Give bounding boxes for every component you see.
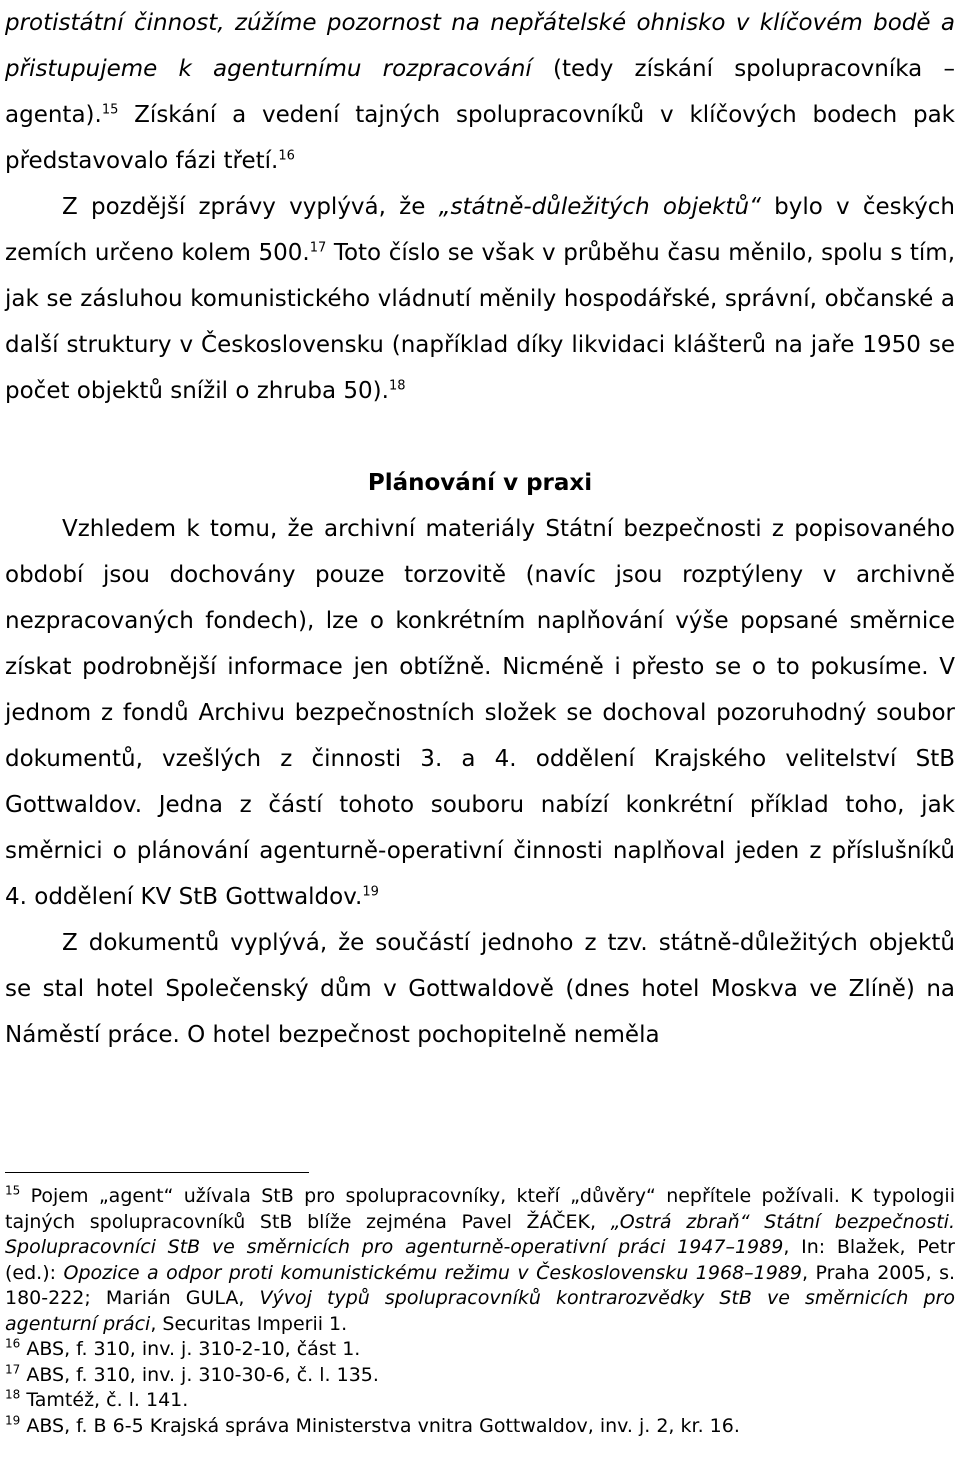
footnote-17	[5, 1363, 955, 1389]
footnote-number: 19	[5, 1413, 21, 1428]
italic-title: „Ostrá zbraň“ Státní bezpečnosti. Spolupracovníci StB ve směrnicích pro agenturně-operativní práci 1947–1989	[5, 1210, 956, 1258]
text-run: , Praha 2005, s. 180-222; Marián GULA,	[5, 1261, 956, 1309]
text-run: , In: Blažek, Petr (ed.):	[5, 1236, 955, 1284]
text-run: bylo v českých zemích určeno kolem 500.	[5, 194, 955, 266]
footnote-15	[5, 1184, 955, 1337]
text-run: Z pozdější zprávy vyplývá, že	[62, 194, 439, 220]
italic-title: Opozice a odpor proti komunistickému režimu v Československu 1968–1989	[63, 1261, 802, 1284]
footnote-ref-16[interactable]: 16	[278, 148, 295, 164]
document-page	[5, 0, 955, 1058]
text-run: ABS, f. B 6-5 Krajská správa Ministerstva vnitra Gottwaldov, inv. j. 2, kr. 16.	[20, 1414, 740, 1437]
footnote-ref-19[interactable]: 19	[362, 884, 379, 900]
italic-phrase: protistátní činnost, zúžíme pozornost na nepřátelské ohnisko v klíčovém bodě a přistupujeme k agenturnímu rozpracování	[5, 10, 955, 82]
text-run: (tedy získání spolupracovníka – agenta).	[5, 56, 955, 128]
footnote-19	[5, 1414, 955, 1440]
paragraph-1	[5, 0, 955, 184]
text-run: , Securitas Imperii 1.	[150, 1312, 348, 1335]
section-heading: Plánování v praxi	[367, 470, 593, 496]
footnote-number: 15	[5, 1183, 21, 1198]
footnote-16	[5, 1337, 955, 1363]
paragraph-4	[5, 920, 955, 1058]
text-run: Toto číslo se však v průběhu času měnilo, spolu s tím, jak se zásluhou komunistického vládnutí měnily hospodářské, správní, občanské a další struktury v Československu (například díky likvidaci klášterů na jaře 1950 se počet objektů snížil o zhruba 50).	[5, 240, 955, 404]
italic-title: Vývoj typů spolupracovníků kontrarozvědky StB ve směrnicích pro agenturní práci	[5, 1287, 955, 1335]
text-run: Vzhledem k tomu, že archivní materiály Státní bezpečnosti z popisovaného období jsou dochovány pouze torzovitě (navíc jsou rozptýleny v archivně nezpracovaných fondech), lze o konkrétním naplňování výše popsané směrnice získat podrobnější informace jen obtížně. Nicméně i přesto se o to pokusíme. V jednom z fondů Archivu bezpečnostních složek se dochoval pozoruhodný soubor dokumentů, vzešlých z činnosti 3. a 4. oddělení Krajského velitelství StB Gottwaldov. Jedna z částí tohoto souboru nabízí konkrétní příklad toho, jak směrnici o plánování agenturně-operativní činnosti naplňoval jeden z příslušníků 4. oddělení KV StB Gottwaldov.	[5, 516, 955, 910]
footnote-number: 17	[5, 1362, 21, 1377]
text-run: ABS, f. 310, inv. j. 310-2-10, část 1.	[20, 1338, 361, 1360]
main-text	[5, 0, 955, 1058]
paragraph-3	[5, 506, 955, 920]
footnote-ref-18[interactable]: 18	[388, 378, 406, 394]
footnote-ref-17[interactable]: 17	[309, 240, 327, 256]
italic-phrase: „státně-důležitých objektů“	[438, 194, 761, 220]
paragraph-2	[5, 184, 955, 414]
footnote-number: 18	[5, 1387, 21, 1402]
text-run: ABS, f. 310, inv. j. 310-30-6, č. l. 135.	[20, 1363, 379, 1386]
footnote-ref-15[interactable]: 15	[101, 102, 119, 118]
text-run: Pojem „agent“ užívala StB pro spolupracovníky, kteří „důvěry“ nepřítele požívali. K typologii tajných spolupracovníků StB blíže zejména Pavel ŽÁČEK,	[5, 1185, 955, 1233]
footnote-separator	[5, 1172, 309, 1173]
text-run: Z dokumentů vyplývá, že součástí jednoho z tzv. státně-důležitých objektů se stal hotel Společenský dům v Gottwaldově (dnes hotel Moskva ve Zlíně) na Náměstí práce. O hotel bezpečnost pochopitelně neměla	[5, 930, 955, 1048]
text-run: Získání a vedení tajných spolupracovníků v klíčových bodech pak představovalo fázi třetí.	[5, 102, 955, 174]
footnote-number: 16	[5, 1336, 21, 1351]
text-run: Tamtéž, č. l. 141.	[20, 1389, 189, 1411]
footnotes	[5, 1184, 955, 1439]
footnote-18	[5, 1388, 955, 1414]
